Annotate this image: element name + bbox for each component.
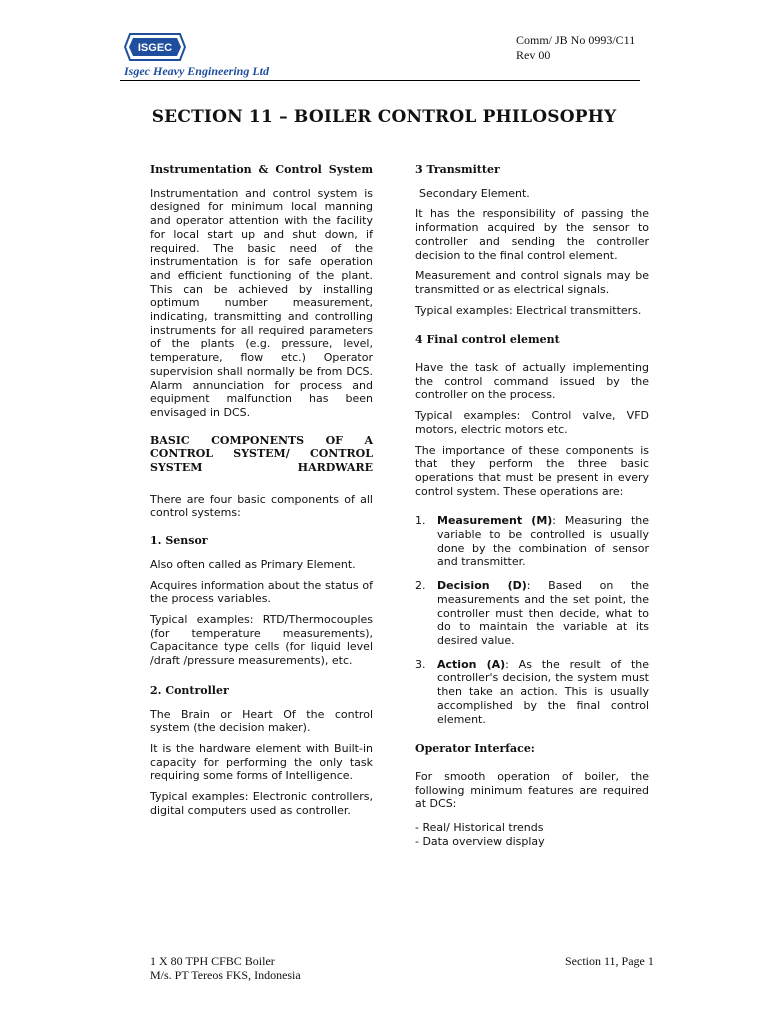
- isgec-logo: [124, 32, 186, 62]
- operator-interface-heading: Operator Interface:: [415, 742, 535, 756]
- final-control-p3: The importance of these components is that they perform the three basic operations that must be present in every control system. These operations are:: [415, 443, 649, 498]
- basic-components-body: There are four basic components of all control systems:: [150, 492, 373, 520]
- operation-term: Measurement (M): [437, 514, 553, 528]
- operation-term: Action (A): [437, 657, 506, 671]
- page-title: SECTION 11 – BOILER CONTROL PHILOSOPHY: [151, 107, 617, 127]
- final-control-p2: Typical examples: Control valve, VFD motors, electric motors etc.: [415, 409, 649, 436]
- footer-project: [150, 954, 301, 982]
- transmitter-heading: 3 Transmitter: [415, 163, 500, 176]
- list-item: - Real/ Historical trends: [415, 821, 544, 835]
- list-item: [415, 514, 649, 569]
- ic-body: Instrumentation and control system is designed for minimum local manning and operator attention with the facility for local start up and shut down, if required. The basic need of the instrumentation is for safe operation and efficient functioning of the plant. This can be achieved by installing optimum number measurement, indicating, transmitting and controlling instruments for all required parameters of the plants (e.g. pressure, level, temperature, flow etc.) Operator supervision shall normally be from DCS. Alarm annunciation for process and equipment malfunction has been envisaged in DCS.: [150, 186, 373, 419]
- list-number: 1.: [415, 514, 426, 528]
- controller-p1: The Brain or Heart Of the control system (the decision maker).: [150, 707, 373, 735]
- list-item: [415, 658, 649, 727]
- isgec-logo-icon: [124, 32, 186, 62]
- operator-interface-list: [415, 821, 649, 848]
- operation-text: : Based on the measurements and the set point, the controller must then decide, what to do to maintain the variable at its desired value.: [437, 579, 650, 647]
- final-control-p1: Have the task of actually implementing the control command issued by the controller on the process.: [415, 361, 649, 402]
- final-control-heading: 4 Final control element: [415, 333, 560, 347]
- page-number: Section 11, Page 1: [565, 954, 654, 968]
- controller-p2: It is the hardware element with Built-in capacity for performing the only task requiring some forms of Intelligence.: [150, 741, 373, 783]
- operations-list: [415, 514, 649, 726]
- transmitter-p1: Secondary Element.: [419, 186, 530, 200]
- footer-line-2: M/s. PT Tereos FKS, Indonesia: [150, 968, 301, 982]
- sensor-heading: 1. Sensor: [150, 534, 208, 548]
- sensor-p1: Also often called as Primary Element.: [150, 557, 356, 571]
- operator-interface-body: For smooth operation of boiler, the following minimum features are required at DCS:: [415, 769, 649, 811]
- operation-text: : Measuring the variable to be controlled is usually done by the combination of sensor and transmitter.: [437, 514, 649, 569]
- sensor-p3: Typical examples: RTD/Thermocouples (for temperature measurements), Capacitance type cells (for liquid level /draft /pressure measurements), etc.: [150, 612, 373, 668]
- revision: Rev 00: [516, 48, 551, 62]
- list-item: [415, 579, 649, 648]
- ic-heading: Instrumentation & Control System: [150, 163, 373, 176]
- list-item: - Data overview display: [415, 834, 545, 848]
- header-divider: [120, 80, 640, 81]
- company-name: Isgec Heavy Engineering Ltd: [124, 64, 269, 78]
- logo-wordmark: ISGEC: [137, 42, 173, 54]
- transmitter-p3: Measurement and control signals may be transmitted or as electrical signals.: [415, 269, 649, 296]
- operation-text: : As the result of the controller's decision, the system must then take an action. This is usually accomplished by the final control element.: [437, 657, 649, 726]
- left-column: [150, 163, 373, 824]
- document-reference: [516, 33, 635, 63]
- controller-p3: Typical examples: Electronic controllers, digital computers used as controller.: [150, 790, 373, 817]
- list-number: 2.: [415, 579, 426, 593]
- footer-line-1: 1 X 80 TPH CFBC Boiler: [150, 954, 275, 968]
- sensor-p2: Acquires information about the status of the process variables.: [150, 578, 373, 606]
- list-number: 3.: [415, 657, 426, 671]
- transmitter-p4: Typical examples: Electrical transmitters.: [415, 303, 642, 317]
- controller-heading: 2. Controller: [150, 683, 229, 697]
- transmitter-p2: It has the responsibility of passing the information acquired by the sensor to controller and sending the controller decision to the final control element.: [415, 207, 649, 262]
- doc-ref: Comm/ JB No 0993/C11: [516, 33, 636, 47]
- right-column: [415, 163, 649, 848]
- operation-term: Decision (D): [437, 579, 527, 593]
- basic-components-heading: BASIC COMPONENTS OF A CONTROL SYSTEM/ CONTROL SYSTEM HARDWARE: [150, 433, 373, 475]
